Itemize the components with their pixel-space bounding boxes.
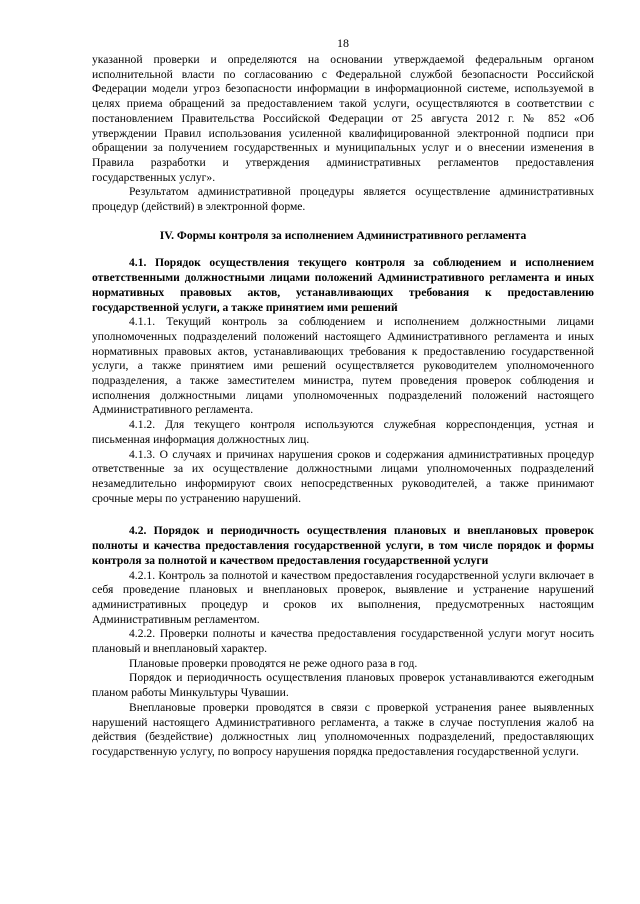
paragraph-result: Результатом административной процедуры является осуществление административных процедур (действий) в электронной форме.: [92, 185, 594, 214]
paragraph-planned-checks: Плановые проверки проводятся не реже одного раза в год.: [129, 656, 418, 670]
paragraph-continuation: указанной проверки и определяются на основании утверждаемой федеральным органом исполнительной власти по согласованию с Федеральной службой безопасности Российской Федерации модели угроз безопасности информации в информационной системе, используемой в целях приема обращений за предоставлением такой услуги, осуществляются в соответствии с постановлением Правительства Российской Федерации от 25 августа 2012 г. № 852 «Об утверждении Правил использования усиленной квалифицированной электронной подписи при обращении за получением государственных и муниципальных услуг и о внесении изменения в Правила разработки и утверждения административных регламентов предоставления государственных услуг».: [92, 53, 594, 184]
subsection-4-2-heading: 4.2. Порядок и периодичность осуществления плановых и внеплановых проверок полноты и качества предоставления государственной услуги, в том числе порядок и формы контроля за полнотой и качеством предоставления государственной услуги: [92, 524, 594, 567]
paragraph-4-1-3: 4.1.3. О случаях и причинах нарушения сроков и содержания административных процедур ответственные за их осуществление должностными лицами уполномоченных подразделений незамедлительно информируют своих непосредственных руководителей, а также принимают срочные меры по устранению нарушений.: [92, 447, 594, 505]
paragraph-unplanned-checks: Внеплановые проверки проводятся в связи с проверкой устранения ранее выявленных нарушений настоящего Административного регламента, а также в случае поступления жалоб на действия (бездействие) должностных лиц уполномоченных подразделений, предоставляющих государственную услугу, по вопросу нарушения порядка предоставления государственной услуги.: [92, 700, 594, 758]
paragraph-4-1-1: 4.1.1. Текущий контроль за соблюдением и исполнением должностными лицами уполномоченных подразделений положений настоящего Административного регламента и иных нормативных правовых актов, устанавливающих требования к предоставлению государственной услуги, а также принятием ими решений осуществляется руководителем уполномоченного подразделения, а также заместителем министра, путем проведения проверок соблюдения и исполнения должностными лицами уполномоченных подразделений положений настоящего Административного регламента.: [92, 315, 594, 417]
section-title: IV. Формы контроля за исполнением Административного регламента: [159, 228, 527, 242]
paragraph-4-1-2: 4.1.2. Для текущего контроля используются служебная корреспонденция, устная и письменная информация должностных лиц.: [92, 418, 594, 446]
paragraph-checks-schedule: Порядок и периодичность осуществления плановых проверок устанавливаются ежегодным планом работы Минкультуры Чувашии.: [92, 671, 594, 700]
paragraph-4-2-1: 4.2.1. Контроль за полнотой и качеством предоставления государственной услуги включает в себя проведение плановых и внеплановых проверок, выявление и устранение нарушений административных процедур и сроков их выполнения, предусмотренных настоящим Административным регламентом.: [92, 568, 594, 626]
subsection-4-1-heading: 4.1. Порядок осуществления текущего контроля за соблюдением и исполнением ответственными должностными лицами положений Административного регламента и иных нормативных правовых актов, устанавливающих требования к предоставлению государственной услуги, а также принятием ими решений: [92, 256, 594, 314]
paragraph-4-2-2: 4.2.2. Проверки полноты и качества предоставления государственной услуги могут носить плановый и внеплановый характер.: [92, 627, 594, 656]
document-page: [92, 36, 594, 886]
page-number: 18: [337, 36, 349, 50]
